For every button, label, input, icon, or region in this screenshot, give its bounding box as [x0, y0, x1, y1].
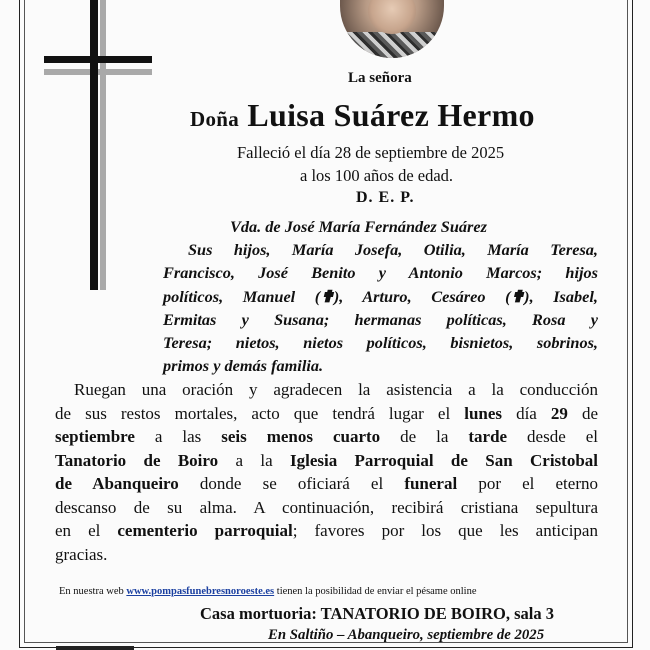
- logo-fragment: [56, 646, 134, 650]
- announcement-line: gracias.: [55, 544, 108, 564]
- time-period: tarde: [468, 427, 508, 446]
- family-line: Teresa; nietos, nietos políticos, bisnietos, sobrinos,: [163, 333, 598, 353]
- church-location: de Abanqueiro: [55, 474, 179, 493]
- family-line: Sus hijos, María Josefa, Otilia, María Teresa,: [188, 240, 598, 260]
- announcement-line: descanso de su alma. A continuación, recibirá cristiana sepultura: [55, 497, 598, 517]
- age-at-death: a los 100 años de edad.: [300, 166, 454, 185]
- website-link[interactable]: www.pompasfunebresnoroeste.es: [126, 586, 275, 597]
- family-line: Ermitas y Susana; hermanas políticas, Rosa y: [163, 309, 598, 329]
- announcement-text: [55, 378, 598, 566]
- funeral-home: Casa mortuoria: TANATORIO DE BOIRO, sala 3: [200, 604, 555, 623]
- church-name: Iglesia Parroquial de San Cristobal: [289, 450, 598, 470]
- announcement-line: Ruegan una oración y agradecen la asistencia a la conducción: [74, 380, 598, 399]
- honorific-title: La señora: [348, 70, 412, 86]
- rip-text: D. E. P.: [356, 189, 415, 206]
- announcement-line: de sus restos mortales, acto que tendrá lugar el lunes día 29 de: [55, 403, 598, 423]
- day-name: lunes: [464, 403, 503, 423]
- web-note: En nuestra web www.pompasfunebresnoroeste.es tienen la posibilidad de enviar el pésame online: [59, 586, 477, 597]
- burial-place: cementerio parroquial: [117, 521, 293, 540]
- day-number: 29: [550, 403, 568, 423]
- deceased-photo: [340, 0, 444, 58]
- name-prefix: Doña: [190, 107, 240, 131]
- place-date: En Saltiño – Abanqueiro, septiembre de 2025: [268, 627, 545, 643]
- family-line: Vda. de José María Fernández Suárez: [230, 217, 487, 236]
- announcement-line: de Abanqueiro donde se oficiará el funeral por el eterno: [55, 474, 598, 493]
- month: septiembre: [55, 427, 135, 446]
- family-line: primos y demás familia.: [163, 356, 324, 376]
- announcement-line: Tanatorio de Boiro a la Iglesia Parroquial de San Cristobal: [55, 450, 598, 470]
- family-line: Francisco, José Benito y Antonio Marcos; hijos: [163, 263, 598, 283]
- departure-place: Tanatorio de Boiro: [55, 450, 219, 470]
- family-line: políticos, Manuel (✟), Arturo, Cesáreo (✟), Isabel,: [163, 286, 598, 306]
- family-list: [163, 215, 598, 377]
- service-type: funeral: [404, 474, 458, 493]
- full-name: Luisa Suárez Hermo: [247, 97, 535, 133]
- time: seis menos cuarto: [221, 427, 381, 446]
- deceased-name: [190, 97, 535, 134]
- death-date: Falleció el día 28 de septiembre de 2025: [237, 143, 505, 162]
- announcement-line: en el cementerio parroquial; favores por los que les anticipan: [55, 521, 598, 540]
- announcement-line: septiembre a las seis menos cuarto de la tarde desde el: [55, 427, 598, 446]
